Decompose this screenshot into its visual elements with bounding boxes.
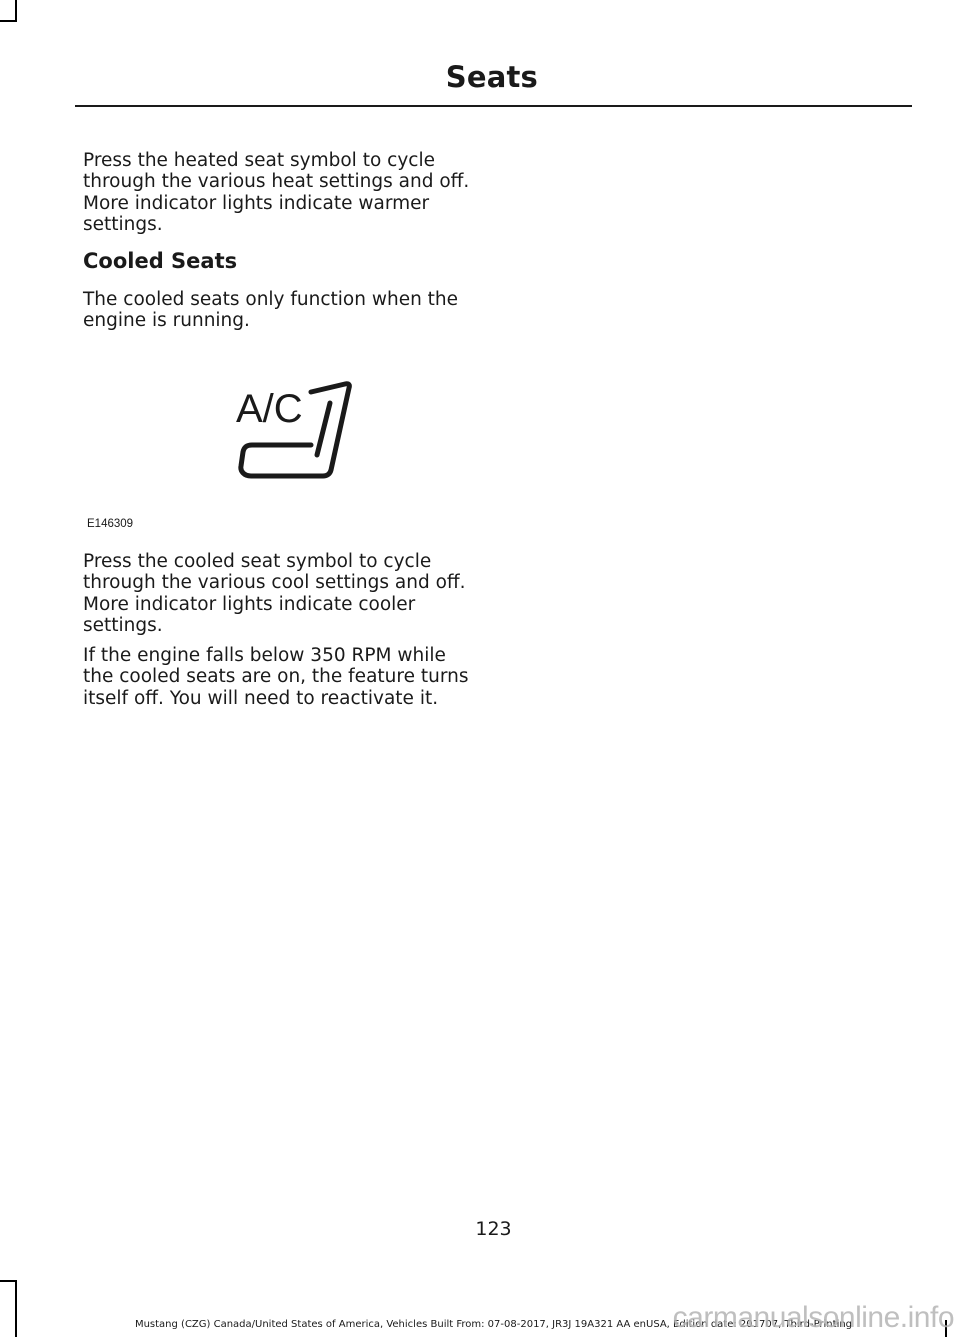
cooled-seat-figure <box>83 370 478 535</box>
page-number: 123 <box>475 1218 512 1240</box>
header-rule <box>75 105 912 107</box>
footer-edition-info: Mustang (CZG) Canada/United States of America, Vehicles Built From: 07-08-2017, JR3J 19A321 AA enUSA, Edition date: 201707, Third-Printing <box>134 1319 853 1330</box>
paragraph-heated-seat-cycle: Press the heated seat symbol to cycle through the various heat settings and off. More indicator lights indicate warmer settings. <box>83 150 470 236</box>
watermark: carmanualsonline.info <box>672 1301 954 1334</box>
paragraph-cooled-seats-function: The cooled seats only function when the engine is running. <box>83 289 459 332</box>
ac-label: A/C <box>236 387 303 431</box>
crop-mark-top-left-h <box>0 20 17 22</box>
section-heading-cooled-seats: Cooled Seats <box>83 249 238 273</box>
paragraph-engine-rpm-note: If the engine falls below 350 RPM while the cooled seats are on, the feature turns itself off. You will need to reactivate it. <box>83 645 469 709</box>
cooled-seat-icon <box>83 370 478 535</box>
page-title: Seats <box>445 60 538 94</box>
crop-mark-bottom-left-h <box>0 1280 17 1282</box>
paragraph-cooled-seat-cycle: Press the cooled seat symbol to cycle through the various cool settings and off. More indicator lights indicate cooler settings. <box>83 551 466 637</box>
figure-code: E146309 <box>87 518 134 530</box>
crop-mark-top-left-v <box>15 0 17 22</box>
